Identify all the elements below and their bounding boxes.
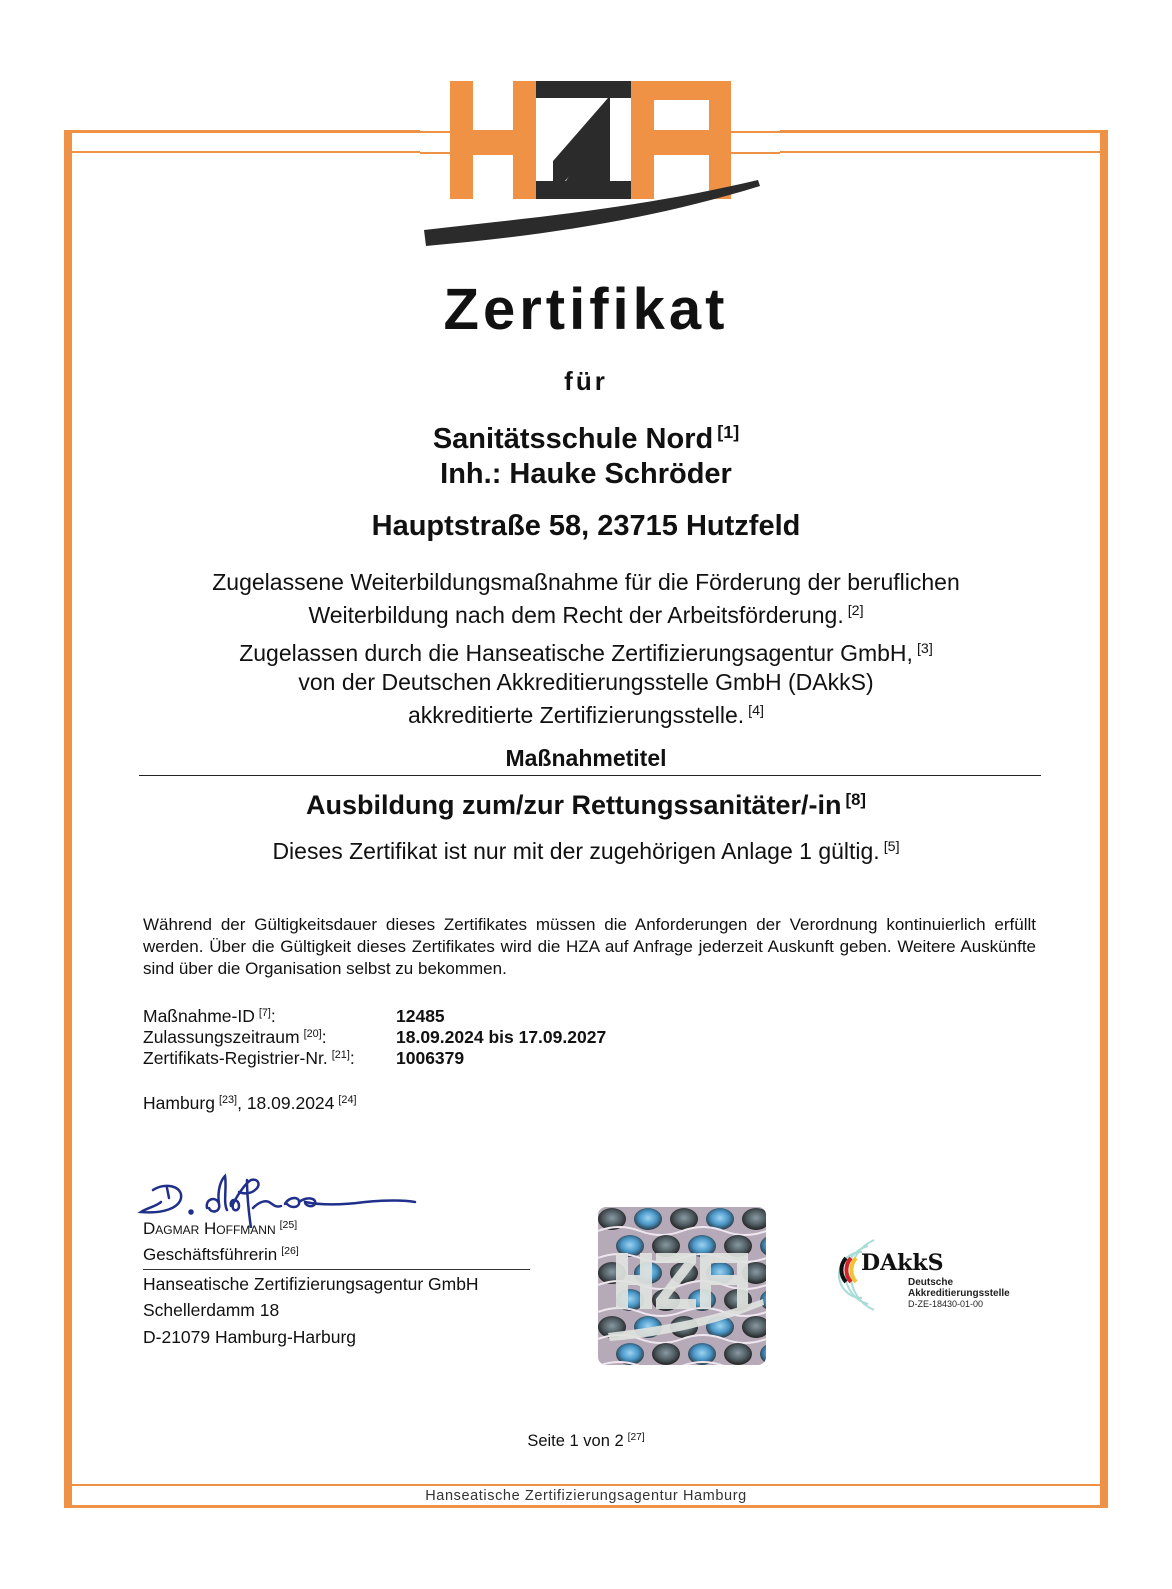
reference-marker: [24] (338, 1094, 357, 1107)
date: 18.09.2024 (246, 1093, 335, 1113)
reference-marker: [1] (717, 422, 740, 442)
detail-label-text: Maßnahme-ID (143, 1006, 255, 1026)
detail-label-approval-period: Zulassungszeitraum [20]: (143, 1027, 327, 1047)
signatory-name-text: Dagmar Hoffmann (143, 1219, 276, 1238)
hologram-orb (652, 1343, 680, 1365)
issuer-city: D-21079 Hamburg-Harburg (143, 1327, 357, 1347)
detail-value-approval-period: 18.09.2024 bis 17.09.2027 (396, 1027, 607, 1047)
measure-title-text: Ausbildung zum/zur Rettungssanitäter/-in (306, 790, 842, 821)
issuer-street: Schellerdamm 18 (143, 1300, 280, 1320)
issuer-name: Hanseatische Zertifizierungsagentur GmbH (143, 1274, 479, 1294)
accreditation-line-1: Zugelassen durch die Hanseatische Zertifizierungsagentur GmbH, (239, 639, 913, 666)
page-number-text: Seite 1 von 2 (527, 1432, 624, 1450)
security-hologram (598, 1207, 766, 1365)
reference-marker: [2] (847, 603, 864, 619)
accreditation-statement (0, 635, 1172, 730)
reference-marker: [3] (916, 641, 933, 657)
organization-address: Hauptstraße 58, 23715 Hutzfeld (371, 510, 801, 542)
reference-marker: [23] (218, 1094, 238, 1107)
hologram-orb (634, 1208, 662, 1230)
reference-marker: [20] (303, 1028, 322, 1041)
place-and-date: Hamburg [23], 18.09.2024 [24] (143, 1093, 357, 1113)
detail-label-measure-id: Maßnahme-ID [7]: (143, 1006, 276, 1026)
for-label: für (564, 366, 608, 396)
approval-line-2-wrap (0, 597, 1172, 630)
validity-paragraph: Während der Gültigkeitsdauer dieses Zertifikates müssen die Anforderungen der Verordnung kontinuierlich erfüllt werden. Über die Gültigkeit dieses Zertifikates wird die HZA auf Anfrage jederzeit Auskunft geben. Weitere Auskünfte sind über die Organisation selbst zu bekommen. (143, 915, 1036, 978)
approval-line-2: Weiterbildung nach dem Recht der Arbeitsförderung. (308, 601, 844, 628)
reference-marker: [25] (279, 1219, 298, 1232)
hza-logo (420, 78, 780, 248)
reference-marker: [21] (331, 1049, 350, 1062)
detail-label-text: Zertifikats-Registrier-Nr. (143, 1048, 328, 1068)
accreditation-line-3-wrap (0, 697, 1172, 730)
detail-label-registry-number: Zertifikats-Registrier-Nr. [21]: (143, 1048, 355, 1068)
approval-line-1: Zugelassene Weiterbildungsmaßnahme für die Förderung der beruflichen (212, 569, 960, 595)
signatory-role (143, 1245, 299, 1265)
accreditation-line-2: von der Deutschen Akkreditierungsstelle GmbH (DAkkS) (298, 668, 874, 695)
reference-marker: [8] (845, 790, 866, 809)
reference-marker: [7] (258, 1007, 271, 1020)
signature-divider (143, 1269, 530, 1270)
validity-note (0, 838, 1172, 865)
dakks-code: D-ZE-18430-01-00 (908, 1299, 984, 1309)
measure-title (0, 790, 1172, 821)
measure-title-label: Maßnahmetitel (505, 745, 667, 771)
detail-value-registry-number: 1006379 (396, 1048, 465, 1068)
place: Hamburg (143, 1093, 215, 1113)
detail-label-text: Zulassungszeitraum (143, 1027, 300, 1047)
reference-marker: [26] (281, 1245, 299, 1258)
footer-organization: Hanseatische Zertifizierungsagentur Hamburg (425, 1488, 747, 1504)
organization-owner: Inh.: Hauke Schröder (440, 458, 732, 490)
hologram-orb (670, 1208, 698, 1230)
validity-note-text: Dieses Zertifikat ist nur mit der zugehörigen Anlage 1 gültig. (272, 838, 880, 864)
approval-statement (0, 568, 1172, 630)
reference-marker: [27] (627, 1432, 645, 1444)
accreditation-line-3: akkreditierte Zertifizierungsstelle. (407, 701, 745, 728)
signatory-role-text: Geschäftsführerin (143, 1245, 278, 1264)
dakks-name: DAkkS (861, 1250, 944, 1276)
dakks-line-1: Deutsche (908, 1277, 954, 1288)
divider (139, 775, 1041, 776)
detail-value-measure-id: 12485 (396, 1006, 445, 1026)
organization-name-text: Sanitätsschule Nord (432, 422, 714, 455)
frame-border-bottom-inner (72, 1484, 1100, 1486)
reference-marker: [5] (883, 839, 900, 856)
accreditation-line-1-wrap (0, 635, 1172, 668)
page-number (0, 1432, 1172, 1451)
hologram-orb (724, 1343, 752, 1365)
frame-border-bottom (64, 1505, 1108, 1508)
signatory-name (143, 1219, 297, 1239)
certificate-title: Zertifikat (443, 277, 729, 342)
organization-name (0, 422, 1172, 456)
dakks-line-2: Akkreditierungsstelle (908, 1288, 1010, 1299)
reference-marker: [4] (748, 702, 765, 719)
dakks-logo (834, 1230, 1034, 1320)
